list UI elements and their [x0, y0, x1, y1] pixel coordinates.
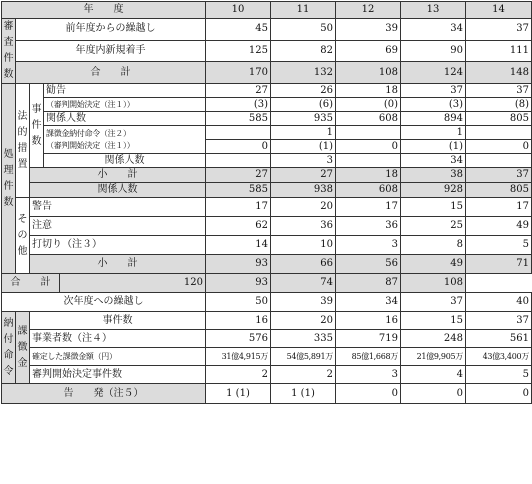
cell: 66	[271, 255, 336, 274]
cell: 27	[271, 168, 336, 183]
cell: 39	[336, 19, 401, 41]
table-row	[2, 183, 532, 198]
cell: 36	[336, 217, 401, 236]
cell: 3	[271, 154, 336, 168]
cell: 43億3,400万	[466, 348, 532, 366]
cell: 27	[206, 168, 271, 183]
cell: 170	[206, 62, 271, 84]
cell	[206, 154, 271, 168]
cell: 45	[206, 19, 271, 41]
cell: 15	[401, 198, 466, 217]
header-year: 12	[336, 2, 401, 19]
cell: 2	[206, 366, 271, 384]
cell: 0	[466, 140, 532, 154]
row-label: 告 発（注５）	[2, 384, 206, 404]
cell: 16	[336, 312, 401, 330]
cell: 608	[336, 183, 401, 198]
row-label: 打切り（注３）	[30, 236, 206, 255]
table-row	[2, 366, 532, 384]
cell: 25	[401, 217, 466, 236]
cell: 576	[206, 330, 271, 348]
cell: 10	[271, 236, 336, 255]
cell: 1	[271, 126, 336, 140]
cell: 37	[466, 168, 532, 183]
cell: (6)	[271, 98, 336, 112]
cell	[336, 126, 401, 140]
cell: 3	[336, 236, 401, 255]
cell: 74	[271, 274, 336, 293]
table-row	[2, 312, 532, 330]
row-label: 小 計	[30, 255, 206, 274]
cell: 87	[336, 274, 401, 293]
cell: 18	[336, 168, 401, 183]
cell: 17	[206, 198, 271, 217]
cell: 608	[336, 112, 401, 126]
cell: 90	[401, 40, 466, 62]
cell: 124	[401, 62, 466, 84]
cell: 37	[466, 312, 532, 330]
cell: 37	[401, 84, 466, 98]
table-row	[2, 84, 532, 98]
row-label: 事件数	[30, 312, 206, 330]
cell: 805	[466, 112, 532, 126]
row-label: 審判開始決定事件数	[30, 366, 206, 384]
cell: 27	[206, 84, 271, 98]
cell: 56	[336, 255, 401, 274]
kachokin-kankei-label: 関係人数	[44, 154, 206, 168]
cell: 49	[466, 217, 532, 236]
row-label: 合 計	[2, 274, 60, 293]
cell	[466, 126, 532, 140]
houteki-shokei-label: 小 計	[30, 168, 206, 183]
header-year: 11	[271, 2, 336, 19]
cell: 1	[401, 126, 466, 140]
cell: 38	[401, 168, 466, 183]
cell: 585	[206, 112, 271, 126]
cell: 93	[206, 274, 271, 293]
cell: 585	[206, 183, 271, 198]
table-row	[2, 168, 532, 183]
cell: 49	[401, 255, 466, 274]
cell: 148	[466, 62, 532, 84]
row-label: 事業者数（注４）	[30, 330, 206, 348]
cell: 561	[466, 330, 532, 348]
cell: 16	[206, 312, 271, 330]
cell: 4	[401, 366, 466, 384]
cell: 50	[206, 293, 271, 312]
cell: 894	[401, 112, 466, 126]
statistics-table	[1, 1, 532, 404]
cell: 93	[206, 255, 271, 274]
cell: 37	[466, 84, 532, 98]
cell: 0	[336, 140, 401, 154]
cell	[206, 126, 271, 140]
table-row	[2, 330, 532, 348]
houteki-label: 法的措置	[16, 84, 30, 198]
header-year: 14	[466, 2, 532, 19]
row-label: 次年度への繰越し	[2, 293, 206, 312]
cell: 938	[271, 183, 336, 198]
table-row	[2, 384, 532, 404]
table-row	[2, 217, 532, 236]
cell: 248	[401, 330, 466, 348]
cell: 0	[206, 140, 271, 154]
header-year-label: 年 度	[2, 2, 206, 19]
cell: 935	[271, 112, 336, 126]
cell: 0	[336, 384, 401, 404]
sonota-label: その他	[16, 198, 30, 274]
header-year: 10	[206, 2, 271, 19]
table-row	[2, 255, 532, 274]
cell: 111	[466, 40, 532, 62]
jikensu-label: 事件数	[30, 84, 44, 168]
kankoku-label: 勧告	[44, 84, 206, 98]
cell: 108	[336, 62, 401, 84]
kachokin-side-label: 課徴金	[16, 312, 30, 384]
table-row	[2, 112, 532, 126]
cell: 335	[271, 330, 336, 348]
shori-label: 処理件数	[2, 84, 16, 274]
cell: (3)	[401, 98, 466, 112]
table-row	[2, 236, 532, 255]
cell: 5	[466, 366, 532, 384]
cell	[336, 154, 401, 168]
cell: 1 (1)	[271, 384, 336, 404]
table-row	[2, 198, 532, 217]
cell: 31億4,915万	[206, 348, 271, 366]
cell: 14	[206, 236, 271, 255]
header-year: 13	[401, 2, 466, 19]
cell: 1 (1)	[206, 384, 271, 404]
row-label: 警告	[30, 198, 206, 217]
cell: 69	[336, 40, 401, 62]
cell: 39	[271, 293, 336, 312]
row-label: 注意	[30, 217, 206, 236]
table-row	[2, 293, 532, 312]
cell: 0	[401, 384, 466, 404]
cell: 82	[271, 40, 336, 62]
row-label: 確定した課徴金額（円）	[30, 348, 206, 366]
cell: 2	[271, 366, 336, 384]
cell: 125	[206, 40, 271, 62]
table-row	[2, 98, 532, 112]
cell: 34	[336, 293, 401, 312]
table-row	[2, 62, 532, 84]
cell: 8	[401, 236, 466, 255]
cell: 20	[271, 312, 336, 330]
cell: 54億5,891万	[271, 348, 336, 366]
cell: 132	[271, 62, 336, 84]
cell: (0)	[336, 98, 401, 112]
cell: 17	[466, 198, 532, 217]
table-row	[2, 348, 532, 366]
cell: 37	[466, 19, 532, 41]
table-row	[2, 126, 532, 140]
row-label: 前年度からの繰越し	[16, 19, 206, 41]
houteki-shokei-kankei-label: 関係人数	[30, 183, 206, 198]
cell: 20	[271, 198, 336, 217]
cell: 805	[466, 183, 532, 198]
row-label: 合 計	[16, 62, 206, 84]
cell	[466, 154, 532, 168]
cell: (1)	[271, 140, 336, 154]
shinsa-label: 審査件数	[2, 19, 16, 84]
cell: 3	[336, 366, 401, 384]
cell: (3)	[206, 98, 271, 112]
cell: 71	[466, 255, 532, 274]
cell: (1)	[401, 140, 466, 154]
nofu-label: 納付命令	[2, 312, 16, 384]
table-row	[2, 274, 532, 293]
table-row	[2, 19, 532, 41]
table-row	[2, 154, 532, 168]
cell: 37	[401, 293, 466, 312]
header-row	[2, 2, 532, 19]
cell: 36	[271, 217, 336, 236]
cell: (8)	[466, 98, 532, 112]
cell: 0	[466, 384, 532, 404]
kankoku-kankei-label: 関係人数	[44, 112, 206, 126]
cell: 21億9,905万	[401, 348, 466, 366]
cell: 928	[401, 183, 466, 198]
cell: 26	[271, 84, 336, 98]
cell: 40	[466, 293, 532, 312]
cell: 17	[336, 198, 401, 217]
table-row	[2, 40, 532, 62]
cell: 62	[206, 217, 271, 236]
cell: 50	[271, 19, 336, 41]
cell: 719	[336, 330, 401, 348]
cell: 34	[401, 19, 466, 41]
row-label: 年度内新規着手	[16, 40, 206, 62]
kankoku-note-label: （審判開始決定（注１））	[44, 98, 206, 112]
cell: 15	[401, 312, 466, 330]
cell: 34	[401, 154, 466, 168]
cell: 108	[401, 274, 466, 293]
cell: 5	[466, 236, 532, 255]
kachokin-label: 課徴金納付命令（注２） （審判開始決定（注１））	[44, 126, 206, 154]
cell: 18	[336, 84, 401, 98]
cell: 120	[60, 274, 206, 293]
cell: 85億1,668万	[336, 348, 401, 366]
